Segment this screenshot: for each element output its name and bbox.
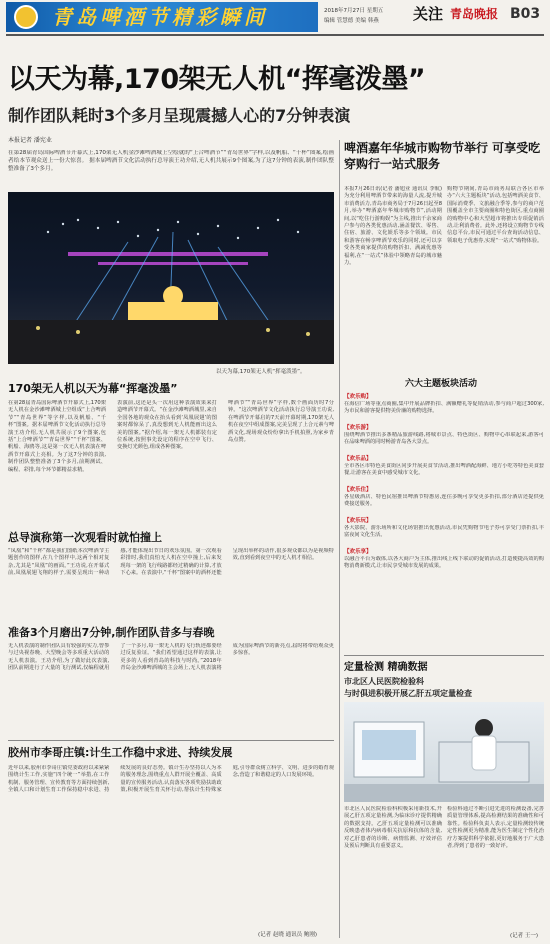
lead-subhead: 制作团队耗时3个多月呈现震撼人心的7分钟表演 bbox=[8, 106, 351, 125]
lead-section2-text: “凤凰”和“千杯”都是我们图纸本次啤酒节主题创作的图样,在九个图样中,这两个相对复杂,尤其是“凤凰”的画面。”王功说,在开幕式前,凤凰展翅飞翔的样子,需要呈现出一种动感,才能体现出节日的欢乐氛围。第一次观看彩排时,我们真怕无人机在空中撞上,后来发现每一架的飞行线路都经过精确的计算,才放下心来。在表演中,“千杯”图案中的酒杯还能呈现出举杯的动作,很多观众都以为是视频特效,直到看到夜空中的无人机才相信。 bbox=[8, 548, 334, 577]
article4-credit: (记者 王一) bbox=[510, 933, 539, 939]
lead-intro: 在第28届青岛国际啤酒节开幕式上,170架无人机金沙滩啤酒城上空绘就的“上合啤酒节”“青岛世界”字样,以及帆船、“千杯”图案,绘画者给本节观众送上一份大惊喜。 据本届啤酒节文化活动执行总导演王功介绍,无人机共展示9个图案,为了这7分钟的表演,制作团队整整准备了3个多月。 bbox=[8, 150, 334, 172]
column-divider bbox=[339, 140, 340, 938]
article4-body-1: 市北区人民医院检验科积极采用新技术,开展乙肝五项定量检测,为临床诊疗提供精确的数据支持。乙肝五项定量检测可以准确反映患者体内病毒相关抗原和抗体的含量,对乙肝患者的诊断、病情监测、疗效评估及预后判断具有重要意义。 bbox=[344, 806, 442, 850]
article3-title bbox=[344, 140, 544, 172]
article4-title-2: 与时俱进积极开展乙肝五项定量检查 bbox=[344, 689, 472, 698]
beer-logo-icon bbox=[14, 5, 38, 29]
section-name: 关注 bbox=[413, 5, 444, 23]
article4-top-rule bbox=[344, 655, 544, 656]
brand-logo: 青岛晚报 bbox=[450, 7, 499, 21]
item-tag: 【欢乐品】 bbox=[344, 456, 372, 462]
photo-caption: 以天为幕,170架无人机“挥毫泼墨”。 bbox=[216, 369, 306, 375]
lead-headline: 以天为幕,170架无人机“挥毫泼墨” bbox=[8, 64, 426, 95]
lead-section2-title: 总导演称第一次观看时就怕撞上 bbox=[8, 531, 162, 544]
article3-title-text: 啤酒嘉年华城市购物节举行 可享受吃穿购行一站式服务 bbox=[344, 141, 541, 171]
article4-body-2: 检验科通过不断引进先进的检测设备,完善质量管理体系,提高检测结果的准确性和可靠性。检验科负责人表示,定量检测较传统定性检测更为精准,能为医生制定个性化治疗方案提供科学依据,更好地服务于广大患者,得到了患者的一致好评。 bbox=[447, 806, 544, 850]
list-item bbox=[344, 487, 544, 516]
article2-title: 胶州市李哥庄镇:计生工作稳中求进、持续发展 bbox=[8, 746, 233, 759]
lab-scene-graphic bbox=[344, 702, 544, 802]
item-text: 各星级酒店、特色民宿推出啤酒节特惠房,连住多晚可享受更多折扣,部分酒店还提供免费接送服务。 bbox=[344, 494, 544, 508]
editor-line: 编辑 管慧德 美编 韩燕 bbox=[324, 18, 379, 24]
item-tag: 【欢乐购】 bbox=[344, 394, 372, 400]
list-item bbox=[344, 518, 544, 547]
article3-body-2: 购物节期间,青岛市商务局联合各区市举办“六大主题板块”活动,包括啤酒美食节、国际消费季、文旅融合季等,参与的商户范围覆盖全市主要商圈和特色街区,重点商圈的购物中心和大型超市将推出专项促销活动,让利消费者。此外,还将设立购物节专线信息平台,市民可通过平台查询活动信息、领取电子优惠券,实现“一站式”购物体验。 bbox=[447, 186, 544, 244]
item-tag: 【欢乐游】 bbox=[344, 425, 372, 431]
lead-section-col2: 表演前,这还是头一次用这种表演效果来打造啤酒节开幕式。“在金沙滩啤酒城里,来自全国各地的观众在抬头看到‘凤凰展翅’的图案时都惊呆了,真没想到无人机能画出这么美的图案。”据介绍,每一架无人机都装有定位系统,按照事先设定的程序在空中飞行、变换灯光颜色,组成各种图案。 bbox=[117, 400, 217, 451]
lead-section-col3: 啤酒节”“青岛世界”字样,数个画面历时7分钟。“这次啤酒节文化活动执行总导演王功说,在啤酒节开幕启的7天前开幕时期,170架无人机在夜空中组成图案,完美呈现了上合元素与啤酒文化,现场观众纷纷拿出手机拍照,为家乡青岛点赞。 bbox=[228, 400, 334, 444]
item-tag: 【欢乐玩】 bbox=[344, 518, 372, 524]
article3-body-1: 本报7月26日讯(记者 潘旭业 通讯员 李航)为充分利用啤酒节带来的海量人流,提升城市消费活力,青岛市商务局于7月26日起至8月,举办“啤酒嘉年华城市购物节”,活动期间,以“吃住行游购娱”为主线,推出千余家商户参与的各类优惠活动,涵盖餐饮、零售、住宿、旅游、文化娱乐等多个领域。市民和游客在畅享啤酒节欢乐的同时,还可以享受各类商家提供的购物折扣、满减优惠等福利,在“一站式”体验中领略青岛的城市魅力。 bbox=[344, 186, 442, 267]
article4-title-1: 市北区人民医院检验科 bbox=[344, 677, 424, 686]
item-text: 全市各区市特色美食街区同步开展美食节活动,推出啤酒配海鲜、地方小吃等特色美食套餐,让游客在美食中感受城市文化。 bbox=[344, 463, 544, 477]
lead-byline: 本报记者 潘宪业 bbox=[8, 137, 52, 144]
item-tag: 【欢乐住】 bbox=[344, 487, 372, 493]
list-item bbox=[344, 549, 544, 578]
lead-section-col1: 在第28届青岛国际啤酒节开幕式上,170架无人机在金沙滩啤酒城上空组成“上合啤酒节”“青岛世界”等字样,以及帆船、“千杯”图案。据本届啤酒节文化活动执行总导演王功介绍,无人机共展示了9个图案,包括“上合啤酒节”“青岛世界”“千杯”图案、帆船、海鸥等,这是第一次无人机表演在啤酒节开幕式上亮相。为了这7分钟的表演,制作团队整整准备了3个多月,前期测试、编程、彩排,每个环节都精益求精。 bbox=[8, 400, 106, 473]
article3-subtitle: 六大主题板块活动 bbox=[405, 379, 478, 389]
article2-credit: (记者 赵晓 通讯员 鲍刚) bbox=[258, 932, 318, 938]
drone-lights-graphic bbox=[8, 192, 334, 364]
item-text: 围绕啤酒节推出多条精品旅游线路,将城市景点、特色街区、购物中心串联起来,游客可在品味啤酒的同时畅游青岛各大景点。 bbox=[344, 432, 544, 446]
header-rule bbox=[6, 34, 544, 36]
article2-body: 近年以来,胶州市李哥庄镇党委政府以来紧紧围绕计生工作,实施“四个统一”举措,在工作机制、服务管理、宣传教育等方面持续创新,全镇人口和计划生育工作保持稳中求进、持续发展的良好态势。镇计生办坚持以人为本的服务理念,围绕重点人群开展全覆盖、高质量的宣传服务活动,认真落实各项奖励扶助政策,积极开展生育关怀行动,帮扶计生特殊家庭,引导群众树立科学、文明、进步的婚育观念,营造了和谐稳定的人口发展环境。 bbox=[8, 765, 334, 794]
list-item bbox=[344, 394, 544, 423]
article2-top-rule bbox=[8, 740, 334, 741]
article3-items bbox=[344, 394, 544, 578]
page-number: B03 bbox=[510, 6, 541, 22]
banner-text: 青岛啤酒节精彩瞬间 bbox=[52, 5, 268, 29]
item-text: 在海信广场等重点商圈,集中开展品牌折扣、满额赠礼等促销活动,参与商户超过300家,为市民和游客提供物美价廉的购物选择。 bbox=[344, 401, 544, 415]
list-item bbox=[344, 425, 544, 454]
item-tag: 【欢乐享】 bbox=[344, 549, 372, 555]
lab-photo bbox=[344, 702, 544, 802]
lead-section3-text: 无人机表演的制作团队具有较强的实力,曾参与过央视春晚、大型晚会等多项重大活动的无人机表演。王功介绍,为了做好此次表演,团队前期进行了大量的飞行测试,仅编程就用了一个多月,每一架无人机的飞行轨迹都要经过反复验证。“我们希望通过这样的表演,让更多的人看到青岛的科技与时尚。”2018年青岛金沙滩啤酒城的主会场上,无人机表演将成为国际啤酒节的新亮点,届时将带给观众更多惊喜。 bbox=[8, 643, 334, 672]
item-text: 各大影院、游乐场所和文化场馆推出优惠活动,市民凭购物节电子券可享受门票折扣,丰富夜间文化生活。 bbox=[344, 525, 544, 539]
list-item bbox=[344, 456, 544, 485]
drone-show-photo bbox=[8, 192, 334, 364]
date-line: 2018年7月27日 星期五 bbox=[324, 8, 384, 14]
article4-kicker: 定量检测 精确数据 bbox=[344, 662, 428, 673]
lead-section-title: 170架无人机以天为幕“挥毫泼墨” bbox=[8, 382, 178, 395]
header-banner bbox=[6, 2, 318, 32]
lead-section3-title: 准备3个月磨出7分钟,制作团队昔多与春晚 bbox=[8, 626, 215, 639]
item-text: 以融合平台为载体,以各大商户为主体,推出线上线下联动的促销活动,打造便捷高效的购物消费新模式,让市民享受城市发展的成果。 bbox=[344, 556, 544, 570]
